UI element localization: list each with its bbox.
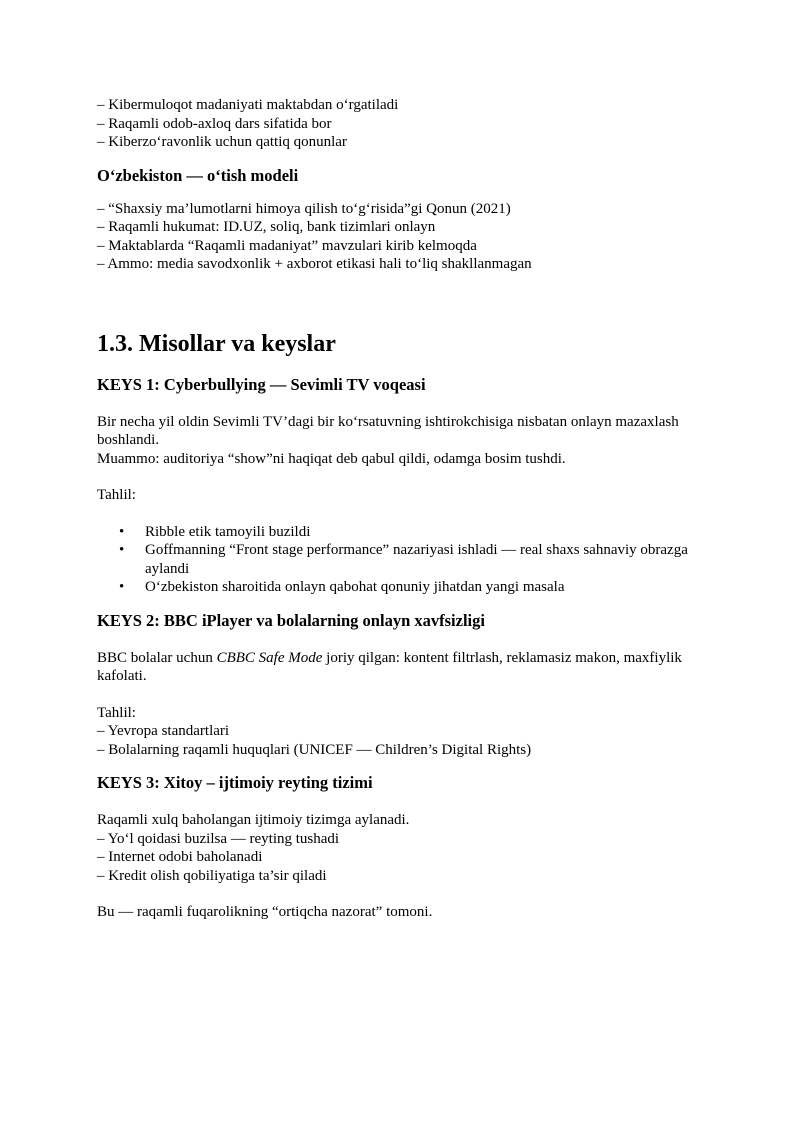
case3-conclusion: Bu — raqamli fuqarolikning “ortiqcha nazorat” tomoni.	[97, 904, 433, 920]
section-title: 1.3. Misollar va keyslar	[97, 330, 336, 357]
list-item: – Raqamli hukumat: ID.UZ, soliq, bank tizimlari onlayn	[97, 219, 436, 235]
list-item: – Yo‘l qoidasi buzilsa — reyting tushadi	[97, 830, 340, 847]
uz-section-heading: O‘zbekiston — o‘tish modeli	[97, 165, 299, 185]
list-item: – Internet odobi baholanadi	[97, 849, 263, 865]
document-page	[97, 96, 707, 922]
list-item: – Kiberzo‘ravonlik uchun qattiq qonunlar	[97, 134, 347, 150]
bullet-item: • Ribble etik tamoyili buzildi	[97, 523, 707, 542]
case1-bullets	[97, 523, 707, 597]
case1-heading: KEYS 1: Cyberbullying — Sevimli TV voqeasi	[97, 374, 426, 394]
intro-list	[97, 96, 707, 152]
list-item: – Ammo: media savodxonlik + axborot etikasi hali to‘liq shakllanmagan	[97, 256, 532, 272]
list-item: – “Shaxsiy ma’lumotlarni himoya qilish to‘g‘risida”gi Qonun (2021)	[97, 200, 511, 217]
bullet-item: • Goffmanning “Front stage performance” nazariyasi ishladi — real shaxs sahnaviy obrazga aylandi	[97, 541, 707, 578]
uz-section-list	[97, 200, 707, 274]
case3-intro: Raqamli xulq baholangan ijtimoiy tizimga aylanadi.	[97, 812, 410, 828]
case2-analysis-label: Tahlil:	[97, 704, 136, 721]
list-item: – Kibermuloqot madaniyati maktabdan o‘rgatiladi	[97, 97, 399, 113]
list-item: – Yevropa standartlari	[97, 723, 230, 739]
case1-problem: Muammo: auditoriya “show”ni haqiqat deb qabul qildi, odamga bosim tushdi.	[97, 450, 566, 467]
case1-analysis-label: Tahlil:	[97, 487, 136, 503]
case3-heading: KEYS 3: Xitoy – ijtimoiy reyting tizimi	[97, 773, 373, 792]
case2-heading: KEYS 2: BBC iPlayer va bolalarning onlayn xavfsizligi	[97, 610, 485, 630]
list-item: – Maktablarda “Raqamli madaniyat” mavzulari kirib kelmoqda	[97, 237, 477, 254]
bullet-item: • O‘zbekiston sharoitida onlayn qabohat qonuniy jihatdan yangi masala	[97, 578, 707, 597]
list-item: – Bolalarning raqamli huquqlari (UNICEF — Children’s Digital Rights)	[97, 741, 532, 758]
case2-paragraph: BBC bolalar uchun CBBC Safe Mode joriy qilgan: kontent filtrlash, reklamasiz makon, maxfiylik kafolati.	[97, 649, 682, 684]
safe-mode-term: CBBC Safe Mode	[216, 649, 323, 666]
list-item: – Raqamli odob-axloq dars sifatida bor	[97, 115, 332, 132]
case1-paragraph: Bir necha yil oldin Sevimli TV’dagi bir ko‘rsatuvning ishtirokchisiga nisbatan onlayn mazaxlash boshlandi.	[97, 413, 679, 448]
list-item: – Kredit olish qobiliyatiga ta’sir qiladi	[97, 867, 327, 884]
